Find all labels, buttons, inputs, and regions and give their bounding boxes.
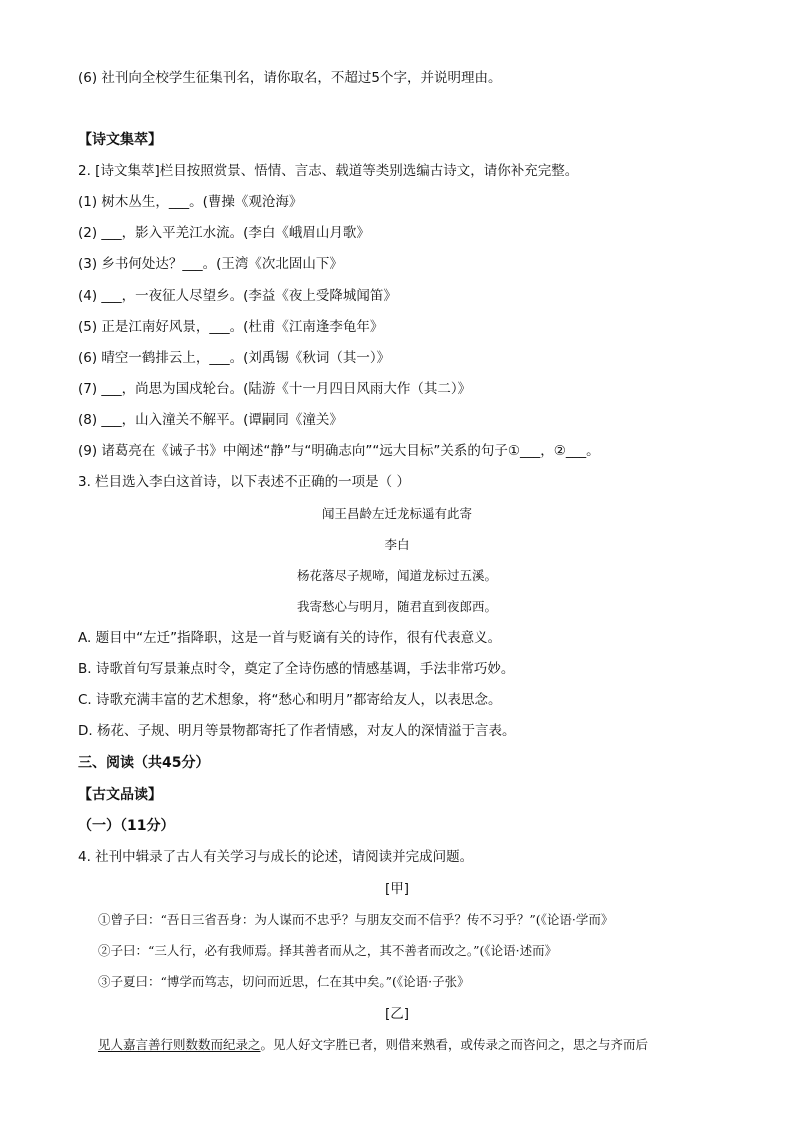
section-heading-poetry: 【诗文集萃】 xyxy=(78,132,162,148)
passage-jia-line-3: ③子夏曰：“博学而笃志，切问而近思，仁在其中矣。”(《论语·子张》 xyxy=(98,974,470,989)
question-3-stem: 3. 栏目选入李白这首诗，以下表述不正确的一项是（ ） xyxy=(78,474,410,490)
poem-author: 李白 xyxy=(384,537,410,552)
passage-jia-label: [甲] xyxy=(384,881,410,897)
option-d: D. 杨花、子规、明月等景物都寄托了作者情感，对友人的深情溢于言表。 xyxy=(78,723,516,739)
fill-item-8: (8) ___，山入潼关不解平。(谭嗣同《潼关》 xyxy=(78,412,343,428)
fill-item-4: (4) ___，一夜征人尽望乡。(李益《夜上受降城闻笛》 xyxy=(78,288,397,304)
question-2-stem: 2. [诗文集萃]栏目按照赏景、悟情、言志、载道等类别选编古诗文，请你补充完整。 xyxy=(78,163,579,179)
fill-item-2: (2) ___，影入平羌江水流。(李白《峨眉山月歌》 xyxy=(78,225,370,241)
fill-item-7: (7) ___，尚思为国戍轮台。(陆游《十一月四日风雨大作（其二）》 xyxy=(78,381,472,397)
passage-yi-text: 。见人好文字胜已者，则借来熟看，或传录之而咨问之，思之与齐而后 xyxy=(260,1037,649,1052)
passage-jia-line-1: ①曾子曰：“吾日三省吾身：为人谋而不忠乎？与朋友交而不信乎？传不习乎？”(《论语·学而》 xyxy=(98,912,614,927)
sub-heading-classical: 【古文品读】 xyxy=(78,787,162,803)
passage-jia-line-2: ②子曰：“三人行，必有我师焉。择其善者而从之，其不善者而改之。”(《论语·述而》 xyxy=(98,943,558,958)
fill-item-6: (6) 晴空一鹤排云上，___。(刘禹锡《秋词（其一）》 xyxy=(78,350,391,366)
poem-line-1: 杨花落尽子规啼，闻道龙标过五溪。 xyxy=(296,568,497,583)
fill-item-3: (3) 乡书何处达？___。(王湾《次北固山下》 xyxy=(78,256,343,272)
passage-yi-line-1 xyxy=(98,1035,648,1055)
option-c: C. 诗歌充满丰富的艺术想象，将“愁心和明月”都寄给友人，以表思念。 xyxy=(78,692,502,708)
fill-item-1: (1) 树木丛生，___。(曹操《观沧海》 xyxy=(78,194,303,210)
option-a: A. 题目中“左迁”指降职，这是一首与贬谪有关的诗作，很有代表意义。 xyxy=(78,630,502,646)
option-b: B. 诗歌首句写景兼点时令，奠定了全诗伤感的情感基调，手法非常巧妙。 xyxy=(78,661,515,677)
fill-item-5: (5) 正是江南好风景，___。(杜甫《江南逢李龟年》 xyxy=(78,319,384,335)
poem-title: 闻王昌龄左迁龙标遥有此寄 xyxy=(321,506,472,521)
fill-item-9: (9) 诸葛亮在《诫子书》中阐述“静”与“明确志向”“远大目标”关系的句子①___，②___。 xyxy=(78,443,600,459)
question-4-stem: 4. 社刊中辑录了古人有关学习与成长的论述，请阅读并完成问题。 xyxy=(78,849,474,865)
part-label: （一）（11分） xyxy=(78,818,175,834)
poem-line-2: 我寄愁心与明月，随君直到夜郎西。 xyxy=(296,599,497,614)
section-heading-reading: 三、阅读（共45分） xyxy=(78,755,210,771)
passage-yi-label: [乙] xyxy=(384,1006,410,1022)
question-item-6: (6) 社刊向全校学生征集刊名，请你取名，不超过5个字，并说明理由。 xyxy=(78,70,502,86)
underlined-sentence: 见人嘉言善行则数数而纪录之 xyxy=(98,1037,261,1052)
